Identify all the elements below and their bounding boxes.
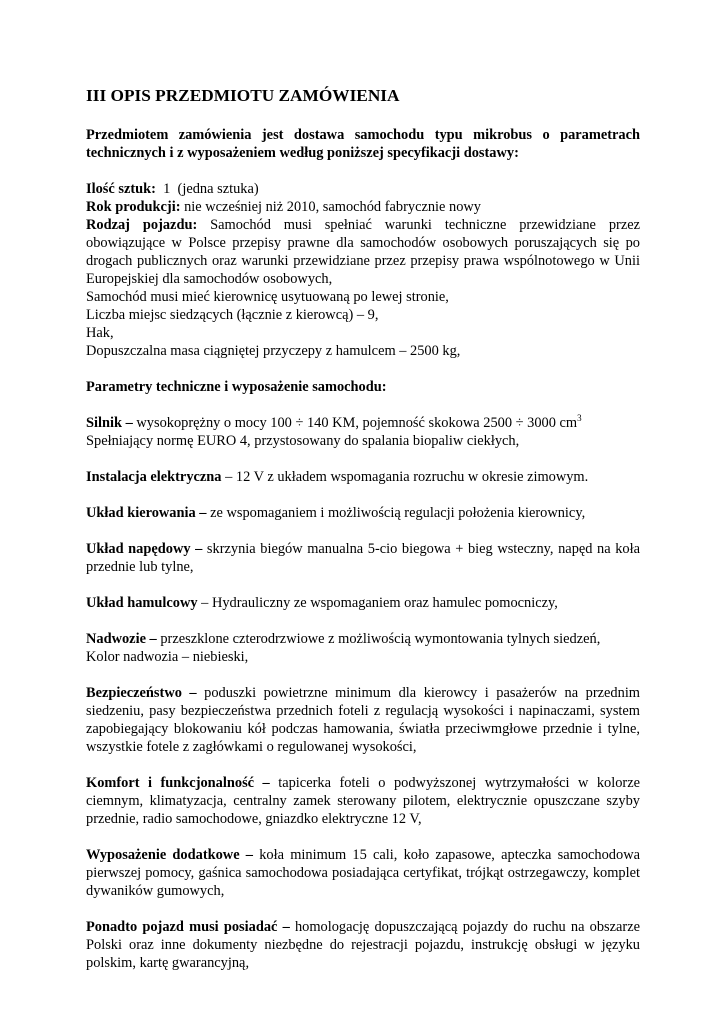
- vehicle-type-value: Samochód musi spełniać warunki techniczne przewidziane przez obowiązujące w Polsce przepisy prawne dla samochodów osobowych poruszających się po drogach publicznych oraz warunki przewidziane przez przepisy prawa wspólnotowego w Unii Europejskiej dla samochodów osobowych,: [86, 217, 640, 287]
- electrical-paragraph: [86, 468, 640, 486]
- body-label: Nadwozie –: [86, 631, 157, 647]
- production-year-value: nie wcześniej niż 2010, samochód fabrycznie nowy: [180, 199, 482, 215]
- steering-side-line: Samochód musi mieć kierownicę usytuowaną po lewej stronie,: [86, 289, 449, 305]
- seats-line: Liczba miejsc siedzących (łącznie z kierowcą) – 9,: [86, 307, 379, 323]
- engine-superscript: 3: [577, 413, 582, 423]
- intro-paragraph: Przedmiotem zamówienia jest dostawa samochodu typu mikrobus o parametrach technicznych i z wyposażeniem według poniższej specyfikacji dostawy:: [86, 127, 640, 161]
- extras-label: Wyposażenie dodatkowe –: [86, 847, 253, 863]
- steering-label: Układ kierowania –: [86, 505, 207, 521]
- brakes-label: Układ hamulcowy: [86, 595, 198, 611]
- comfort-text: tapicerka foteli o podwyższonej wytrzymałości w kolorze ciemnym, klimatyzacja, centralny zamek sterowany pilotem, elektrycznie opuszczane szyby przednie, radio samochodowe, gniazdko elektryczne 12 V,: [86, 775, 640, 827]
- section-heading: III OPIS PRZEDMIOTU ZAMÓWIENIA: [86, 86, 400, 105]
- vehicle-type-paragraph: [86, 216, 640, 288]
- parameters-heading: Parametry techniczne i wyposażenie samochodu:: [86, 379, 387, 395]
- electrical-text: – 12 V z układem wspomagania rozruchu w okresie zimowym.: [221, 469, 589, 485]
- production-year-line: [86, 198, 640, 216]
- quantity-value: 1 (jedna sztuka): [155, 181, 259, 197]
- production-year-label: Rok produkcji:: [86, 199, 181, 215]
- body-paragraph: [86, 630, 640, 666]
- documents-label: Ponadto pojazd musi posiadać –: [86, 919, 290, 935]
- safety-label: Bezpieczeństwo –: [86, 685, 197, 701]
- brakes-paragraph: [86, 594, 640, 612]
- body-color-line: Kolor nadwozia – niebieski,: [86, 649, 249, 665]
- comfort-paragraph: [86, 774, 640, 828]
- engine-paragraph: [86, 414, 640, 450]
- steering-text: ze wspomaganiem i możliwością regulacji położenia kierownicy,: [206, 505, 586, 521]
- extras-paragraph: [86, 846, 640, 900]
- safety-text: poduszki powietrzne minimum dla kierowcy i pasażerów na przednim siedzeniu, pasy bezpieczeństwa przednich foteli z regulacją wysokości i napinaczami, system zapobiegający blokowaniu kół podczas hamowania, światła przeciwmgłowe przednie i tylne, wszystkie fotele z zagłówkami o regulowanej wysokości,: [86, 685, 641, 755]
- quantity-label: Ilość sztuk:: [86, 181, 156, 197]
- document-body: [86, 86, 640, 972]
- brakes-text: – Hydrauliczny ze wspomaganiem oraz hamulec pomocniczy,: [197, 595, 558, 611]
- hitch-line: Hak,: [86, 325, 114, 341]
- steering-paragraph: [86, 504, 640, 522]
- extras-text: koła minimum 15 cali, koło zapasowe, apteczka samochodowa pierwszej pomocy, gaśnica samochodowa posiadająca certyfikat, trójkąt ostrzegawczy, komplet dywaników gumowych,: [86, 847, 640, 899]
- drive-label: Układ napędowy –: [86, 541, 203, 557]
- trailer-mass-line: Dopuszczalna masa ciągniętej przyczepy z hamulcem – 2500 kg,: [86, 343, 461, 359]
- comfort-label: Komfort i funkcjonalność –: [86, 775, 270, 791]
- drive-text: skrzynia biegów manualna 5-cio biegowa + bieg wsteczny, napęd na koła przednie lub tylne,: [86, 541, 641, 575]
- documents-text: homologację dopuszczającą pojazdy do ruchu na obszarze Polski oraz inne dokumenty niezbędne do rejestracji pojazdu, instrukcję obsługi w języku polskim, kartę gwarancyjną,: [86, 919, 640, 971]
- engine-line2: Spełniający normę EURO 4, przystosowany do spalania biopaliw ciekłych,: [86, 433, 520, 449]
- documents-paragraph: [86, 918, 640, 972]
- drive-paragraph: [86, 540, 640, 576]
- engine-label: Silnik –: [86, 415, 133, 431]
- body-text: przeszklone czterodrzwiowe z możliwością wymontowania tylnych siedzeń,: [156, 631, 601, 647]
- engine-text: wysokoprężny o mocy 100 ÷ 140 KM, pojemność skokowa 2500 ÷ 3000 cm: [132, 415, 578, 431]
- quantity-line: [86, 180, 640, 198]
- vehicle-type-label: Rodzaj pojazdu:: [86, 217, 198, 233]
- electrical-label: Instalacja elektryczna: [86, 469, 222, 485]
- safety-paragraph: [86, 684, 640, 756]
- general-requirements: [86, 180, 640, 360]
